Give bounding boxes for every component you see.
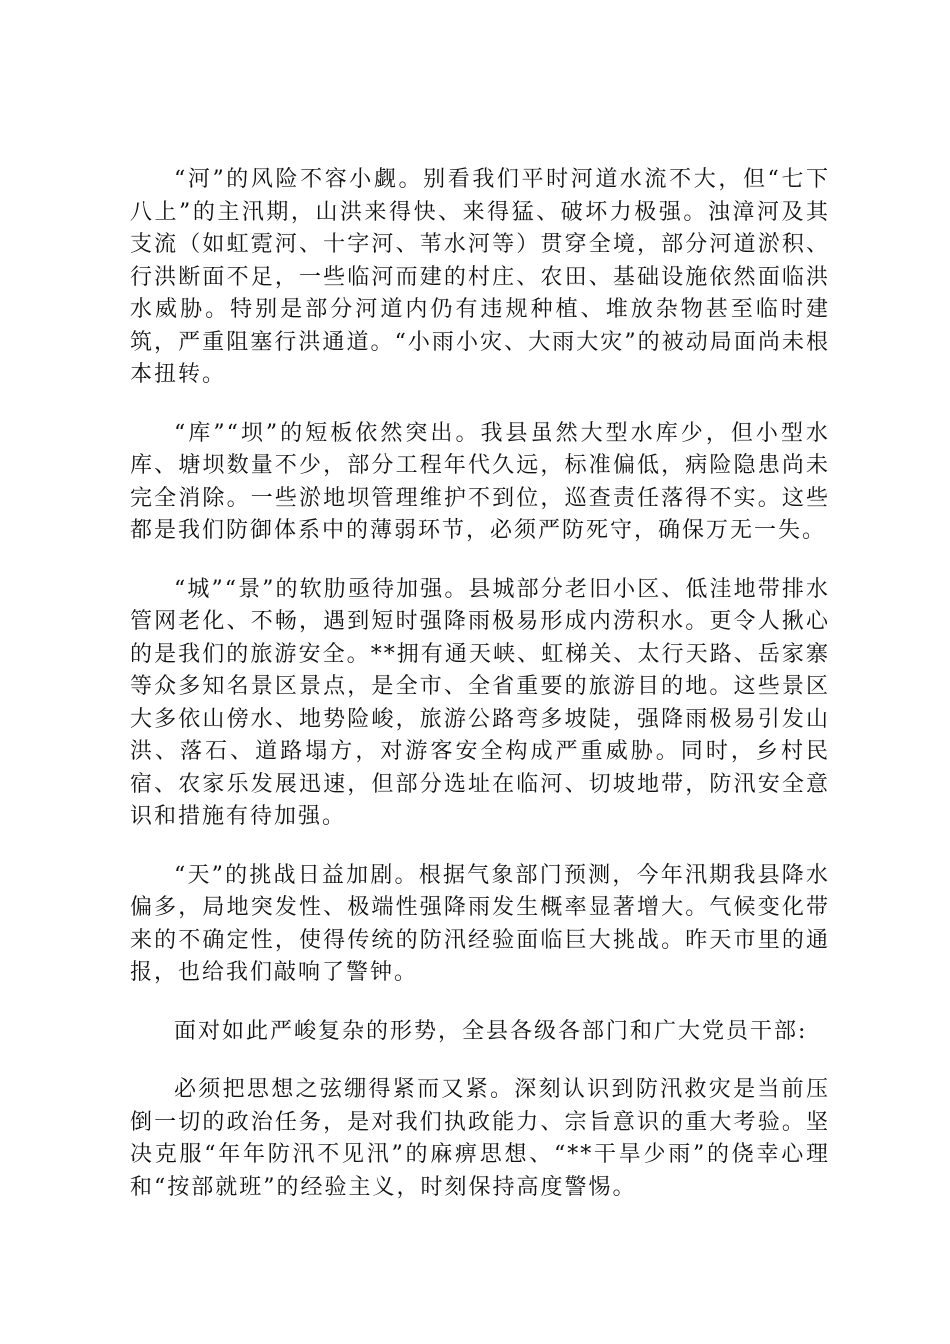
paragraph-city-scenic: “城”“景”的软肋亟待加强。县城部分老旧小区、低洼地带排水管网老化、不畅，遇到短时强降雨极易形成内涝积水。更令人揪心的是我们的旅游安全。**拥有通天峡、虹梯关、太行天路、岳家寨等众多知名景区景点，是全市、全省重要的旅游目的地。这些景区大多依山傍水、地势险峻，旅游公路弯多坡陡，强降雨极易引发山洪、落石、道路塌方，对游客安全构成严重威胁。同时，乡村民宿、农家乐发展迅速，但部分选址在临河、切坡地带，防汛安全意识和措施有待加强。: [130, 576, 830, 829]
document-body: [130, 164, 830, 1204]
paragraph-vigilance: 必须把思想之弦绷得紧而又紧。深刻认识到防汛救灾是当前压倒一切的政治任务，是对我们执政能力、宗旨意识的重大考验。坚决克服“年年防汛不见汛”的麻痹思想、“**干旱少雨”的侥幸心理和“按部就班”的经验主义，时刻保持高度警惕。: [130, 1077, 830, 1200]
paragraph-situation-intro: 面对如此严峻复杂的形势，全县各级各部门和广大党员干部:: [174, 1018, 808, 1044]
paragraph-river-risk: “河”的风险不容小觑。别看我们平时河道水流不大，但“七下八上”的主汛期，山洪来得快、来得猛、破坏力极强。浊漳河及其支流（如虹霓河、十字河、苇水河等）贯穿全境，部分河道淤积、行洪断面不足，一些临河而建的村庄、农田、基础设施依然面临洪水威胁。特别是部分河道内仍有违规种植、堆放杂物甚至临时建筑，严重阻塞行洪通道。“小雨小灾、大雨大灾”的被动局面尚未根本扭转。: [130, 167, 830, 387]
paragraph-weather-challenge: “天”的挑战日益加剧。根据气象部门预测，今年汛期我县降水偏多，局地突发性、极端性强降雨发生概率显著增大。气候变化带来的不确定性，使得传统的防汛经验面临巨大挑战。昨天市里的通报，也给我们敲响了警钟。: [130, 862, 830, 985]
paragraph-reservoir-dam: “库”“坝”的短板依然突出。我县虽然大型水库少，但小型水库、塘坝数量不少，部分工程年代久远，标准偏低，病险隐患尚未完全消除。一些淤地坝管理维护不到位，巡查责任落得不实。这些都是我们防御体系中的薄弱环节，必须严防死守，确保万无一失。: [130, 420, 830, 543]
